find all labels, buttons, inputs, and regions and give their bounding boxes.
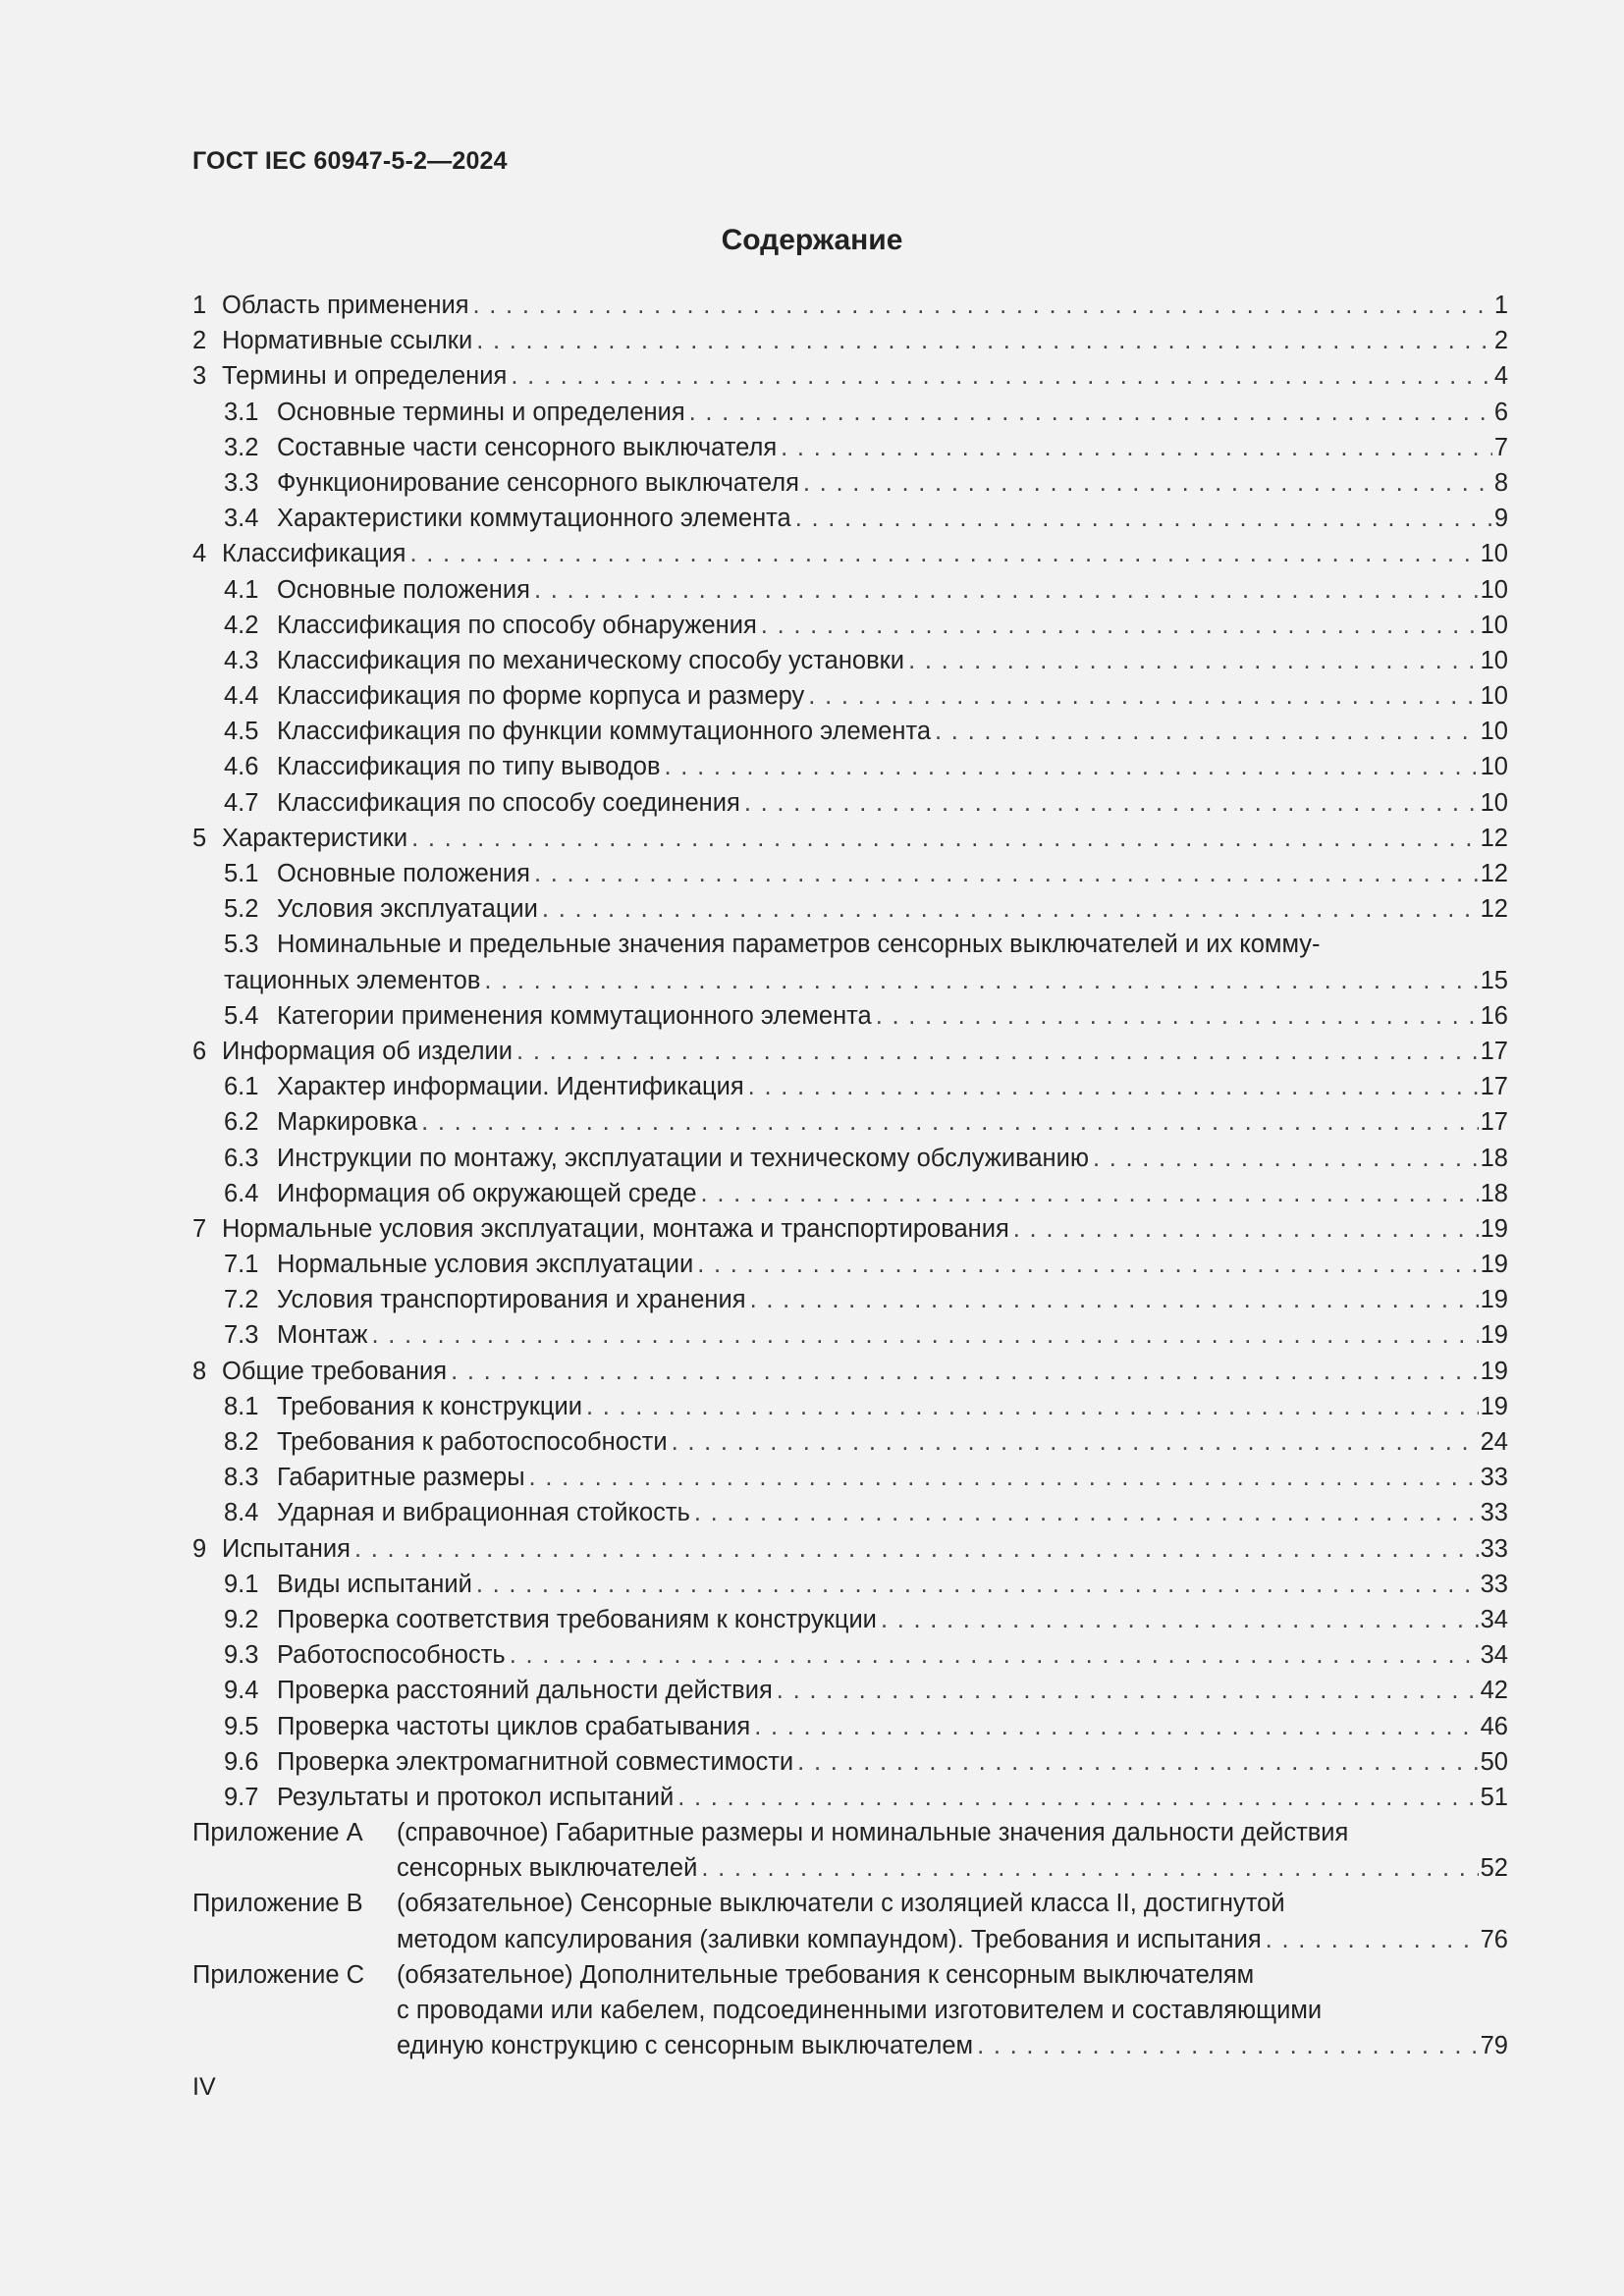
toc-entry[interactable] [192, 1389, 1508, 1424]
toc-entry-page: 19 [1480, 1286, 1508, 1314]
toc-entry-number: 3.1 [224, 398, 259, 426]
toc-entry-page: 1 [1493, 292, 1508, 319]
toc-entry-number: 5.2 [224, 895, 259, 924]
toc-entry[interactable] [192, 1637, 1508, 1673]
table-of-contents [192, 288, 1508, 2063]
toc-entry-title: Проверка частоты циклов срабатывания [277, 1712, 751, 1740]
appendix-title: с проводами или кабелем, подсоединенными изготовителем и составляющими [397, 1997, 1323, 2024]
toc-entry-title: Термины и определения [222, 362, 508, 391]
toc-entry-title: Классификация [222, 540, 406, 568]
toc-entry-number: 5 [192, 824, 207, 852]
toc-entry-page: 10 [1480, 611, 1508, 639]
toc-entry-number: 3 [192, 362, 207, 391]
toc-entry-page: 19 [1480, 1321, 1508, 1350]
toc-entry[interactable] [192, 1104, 1508, 1140]
toc-entry-title: Область применения [222, 292, 469, 319]
leader-dots [757, 608, 1479, 643]
toc-entry[interactable] [192, 1141, 1508, 1176]
leader-dots [690, 1495, 1479, 1530]
toc-entry[interactable] [192, 1069, 1508, 1104]
toc-entry-page: 9 [1493, 505, 1508, 533]
leader-dots [506, 1637, 1479, 1673]
toc-entry-number: 6.2 [224, 1108, 259, 1137]
toc-entry-title: Проверка соответствия требованиям к конструкции [277, 1605, 877, 1633]
leader-dots [351, 1531, 1479, 1567]
toc-entry[interactable] [192, 288, 1508, 323]
toc-entry-title: Классификация по типу выводов [277, 753, 661, 781]
toc-entry-number: 4.2 [224, 611, 259, 639]
toc-entry-title: Характер информации. Идентификация [277, 1073, 744, 1101]
leader-dots [904, 643, 1479, 678]
toc-entry-page: 33 [1480, 1499, 1508, 1527]
toc-entry[interactable] [192, 856, 1508, 891]
leader-dots [973, 2028, 1479, 2063]
toc-entry[interactable] [192, 323, 1508, 358]
leader-dots [406, 536, 1478, 571]
leader-dots [472, 323, 1492, 358]
appendix-entry[interactable] [192, 1886, 1508, 1921]
leader-dots [480, 963, 1478, 998]
appendix-page: 76 [1480, 1925, 1508, 1953]
appendix-title: (справочное) Габаритные размеры и номинальные значения дальности действия [397, 1819, 1349, 1847]
leader-dots [538, 891, 1479, 927]
leader-dots [685, 395, 1492, 430]
toc-entry-number: 9.3 [224, 1641, 259, 1670]
leader-dots [472, 1567, 1479, 1602]
toc-entry[interactable] [192, 536, 1508, 571]
toc-entry[interactable] [192, 395, 1508, 430]
leader-dots [750, 1709, 1478, 1744]
toc-entry-title: Инструкции по монтажу, эксплуатации и техническому обслуживанию [277, 1144, 1089, 1172]
toc-entry[interactable] [192, 1673, 1508, 1708]
toc-entry[interactable] [192, 1176, 1508, 1211]
toc-entry[interactable] [192, 430, 1508, 465]
toc-entry-title: Нормальные условия эксплуатации [277, 1251, 694, 1279]
toc-entry-number: 3.2 [224, 433, 259, 461]
toc-entry[interactable] [192, 358, 1508, 394]
toc-entry-number: 6.3 [224, 1144, 259, 1172]
toc-entry-title: Классификация по форме корпуса и размеру [277, 682, 805, 711]
toc-entry-number: 5.1 [224, 860, 259, 887]
leader-dots [674, 1780, 1478, 1815]
leader-dots [697, 1176, 1479, 1211]
toc-entry[interactable] [192, 1034, 1508, 1069]
toc-entry-number: 8.2 [224, 1428, 259, 1456]
toc-entry-page: 10 [1480, 682, 1508, 711]
toc-entry-number: 6 [192, 1037, 207, 1065]
toc-entry-number: 8.1 [224, 1392, 259, 1420]
toc-entry-page: 10 [1480, 753, 1508, 781]
toc-entry[interactable] [192, 1531, 1508, 1567]
toc-entry-page: 51 [1480, 1783, 1508, 1811]
leader-dots [447, 1354, 1479, 1389]
toc-entry[interactable] [192, 608, 1508, 643]
appendix-label: Приложение В [192, 1890, 363, 1918]
toc-entry-number: 9.1 [224, 1570, 259, 1598]
toc-entry-page: 19 [1480, 1392, 1508, 1420]
toc-entry[interactable] [192, 821, 1508, 856]
toc-entry-page: 19 [1480, 1357, 1508, 1385]
leader-dots [799, 465, 1492, 501]
toc-entry-number: 9.4 [224, 1677, 259, 1705]
toc-entry-page: 12 [1480, 860, 1508, 887]
toc-entry-number: 7.3 [224, 1321, 259, 1350]
appendix-title: (обязательное) Дополнительные требования к сенсорным выключателям [397, 1960, 1255, 1989]
leader-dots [693, 1247, 1478, 1282]
leader-dots [367, 1317, 1478, 1353]
toc-entry-title: Монтаж [277, 1321, 368, 1350]
leader-dots [417, 1104, 1479, 1140]
leader-dots [661, 749, 1479, 784]
toc-entry-page: 10 [1480, 540, 1508, 568]
toc-entry-number: 7 [192, 1214, 207, 1243]
toc-entry[interactable] [192, 1602, 1508, 1637]
toc-entry[interactable] [192, 1460, 1508, 1495]
toc-entry-page: 12 [1480, 895, 1508, 924]
page-title: Содержание [721, 224, 903, 256]
leader-dots [931, 714, 1479, 749]
toc-entry-page: 10 [1480, 575, 1508, 604]
toc-entry[interactable] [192, 714, 1508, 749]
toc-entry-page: 15 [1480, 966, 1508, 994]
leader-dots [746, 1282, 1479, 1317]
toc-entry[interactable] [192, 749, 1508, 784]
toc-entry-number: 8.3 [224, 1464, 259, 1492]
toc-entry[interactable] [192, 1495, 1508, 1530]
toc-entry-title: Требования к работоспособности [277, 1428, 668, 1456]
toc-entry-title: Требования к конструкции [277, 1392, 582, 1420]
leader-dots [872, 998, 1479, 1034]
toc-entry-title: Основные положения [277, 575, 530, 604]
leader-dots [513, 1034, 1479, 1069]
toc-entry[interactable] [192, 643, 1508, 678]
toc-entry-number: 8 [192, 1357, 207, 1385]
toc-entry-continuation[interactable] [192, 963, 1508, 998]
toc-entry-page: 24 [1480, 1428, 1508, 1456]
toc-entry-title: Классификация по способу соединения [277, 788, 740, 817]
toc-entry-title: Классификация по способу обнаружения [277, 611, 757, 639]
toc-entry-number: 4.3 [224, 646, 259, 674]
toc-entry[interactable] [192, 891, 1508, 927]
toc-entry-title: Номинальные и предельные значения параметров сенсорных выключателей и их комму- [277, 931, 1321, 959]
toc-entry-title: Условия транспортирования и хранения [277, 1286, 746, 1314]
leader-dots [668, 1424, 1479, 1460]
toc-entry[interactable] [192, 1317, 1508, 1353]
leader-dots [777, 430, 1492, 465]
toc-entry-page: 16 [1480, 1001, 1508, 1030]
toc-entry-number: 4 [192, 540, 207, 568]
leader-dots [804, 678, 1478, 714]
toc-entry-page: 33 [1480, 1570, 1508, 1598]
toc-entry-page: 12 [1480, 824, 1508, 852]
toc-entry-title: Проверка расстояний дальности действия [277, 1677, 773, 1705]
toc-entry-title: Результаты и протокол испытаний [277, 1783, 675, 1811]
toc-entry-number: 9 [192, 1534, 207, 1563]
toc-entry-number: 3.4 [224, 505, 259, 533]
leader-dots [525, 1460, 1479, 1495]
toc-entry[interactable] [192, 1211, 1508, 1247]
toc-entry-title: Информация об изделии [222, 1037, 514, 1065]
toc-entry-number: 7.1 [224, 1251, 259, 1279]
toc-entry-title: Характеристики [222, 824, 408, 852]
toc-entry-number: 8.4 [224, 1499, 259, 1527]
leader-dots [469, 288, 1492, 323]
appendix-label: Приложение С [192, 1960, 365, 1989]
toc-entry-page: 46 [1480, 1712, 1508, 1740]
toc-entry-page: 17 [1480, 1037, 1508, 1065]
toc-entry-page: 7 [1493, 433, 1508, 461]
toc-entry-title: Категории применения коммутационного элемента [277, 1001, 872, 1030]
toc-entry-title: Нормативные ссылки [222, 327, 473, 355]
toc-entry-page: 19 [1480, 1214, 1508, 1243]
leader-dots [582, 1389, 1479, 1424]
toc-entry-title: Основные термины и определения [277, 398, 685, 426]
appendix-page: 52 [1480, 1854, 1508, 1883]
appendix-page: 79 [1480, 2032, 1508, 2060]
toc-entry-title: Характеристики коммутационного элемента [277, 505, 791, 533]
leader-dots [740, 785, 1479, 821]
standard-designation: ГОСТ IEC 60947-5-2—2024 [192, 147, 508, 175]
toc-entry-title: Работоспособность [277, 1641, 506, 1670]
toc-entry-number: 9.2 [224, 1605, 259, 1633]
toc-entry-title: Классификация по функции коммутационного элемента [277, 718, 932, 746]
appendix-title: единую конструкцию с сенсорным выключателем [397, 2032, 974, 2060]
toc-entry[interactable] [192, 1709, 1508, 1744]
toc-entry[interactable] [192, 1744, 1508, 1780]
toc-entry[interactable] [192, 572, 1508, 608]
appendix-title: (обязательное) Сенсорные выключатели с изоляцией класса II, достигнутой [397, 1890, 1285, 1918]
toc-entry-number: 6.1 [224, 1073, 259, 1101]
toc-entry-page: 10 [1480, 718, 1508, 746]
toc-entry-page: 10 [1480, 788, 1508, 817]
toc-entry-number: 9.6 [224, 1747, 259, 1776]
toc-entry[interactable] [192, 465, 1508, 501]
toc-entry-title: Основные положения [277, 860, 530, 887]
toc-entry-page: 18 [1480, 1179, 1508, 1207]
page-number: IV [192, 2073, 216, 2101]
leader-dots [877, 1602, 1479, 1637]
toc-entry-number: 2 [192, 327, 207, 355]
leader-dots [793, 1744, 1478, 1780]
toc-entry-title: Виды испытаний [277, 1570, 472, 1598]
toc-entry-title: Условия эксплуатации [277, 895, 538, 924]
appendix-entry-continuation[interactable] [192, 1850, 1508, 1886]
toc-entry-number: 4.1 [224, 575, 259, 604]
toc-entry-page: 4 [1493, 362, 1508, 391]
toc-entry-number: 3.3 [224, 468, 259, 497]
appendix-entry-continuation[interactable] [192, 1993, 1508, 2028]
toc-entry-page: 33 [1480, 1534, 1508, 1563]
toc-entry-page: 34 [1480, 1641, 1508, 1670]
toc-entry-page: 17 [1480, 1073, 1508, 1101]
toc-entry-title: Информация об окружающей среде [277, 1179, 697, 1207]
toc-entry-title: Ударная и вибрационная стойкость [277, 1499, 690, 1527]
toc-entry-title: Габаритные размеры [277, 1464, 525, 1492]
toc-entry-page: 6 [1493, 398, 1508, 426]
toc-entry-number: 6.4 [224, 1179, 259, 1207]
toc-entry-page: 33 [1480, 1464, 1508, 1492]
toc-entry[interactable] [192, 678, 1508, 714]
leader-dots [744, 1069, 1479, 1104]
toc-entry[interactable] [192, 1247, 1508, 1282]
toc-entry-title: Составные части сенсорного выключателя [277, 433, 778, 461]
toc-entry-number: 4.5 [224, 718, 259, 746]
leader-dots [507, 358, 1492, 394]
appendix-entry-continuation[interactable] [192, 1922, 1508, 1957]
toc-entry-page: 19 [1480, 1251, 1508, 1279]
toc-entry-title: Нормальные условия эксплуатации, монтажа и транспортирования [222, 1214, 1009, 1243]
toc-entry-number: 1 [192, 292, 207, 319]
toc-entry-title: Функционирование сенсорного выключателя [277, 468, 799, 497]
toc-entry-page: 10 [1480, 646, 1508, 674]
toc-entry[interactable] [192, 1424, 1508, 1460]
toc-entry[interactable] [192, 1780, 1508, 1815]
toc-entry-page: 50 [1480, 1747, 1508, 1776]
leader-dots [791, 501, 1492, 536]
toc-entry[interactable] [192, 501, 1508, 536]
appendix-entry[interactable] [192, 1957, 1508, 1993]
appendix-title: методом капсулирования (заливки компаундом). Требования и испытания [397, 1925, 1262, 1953]
toc-entry-title: Испытания [222, 1534, 351, 1563]
toc-entry-title: Маркировка [277, 1108, 418, 1137]
toc-entry-number: 7.2 [224, 1286, 259, 1314]
toc-entry-title: Классификация по механическому способу установки [277, 646, 905, 674]
toc-entry-number: 9.5 [224, 1712, 259, 1740]
toc-entry-page: 18 [1480, 1144, 1508, 1172]
toc-entry-number: 4.4 [224, 682, 259, 711]
leader-dots [407, 821, 1479, 856]
toc-entry-number: 4.6 [224, 753, 259, 781]
appendix-title: сенсорных выключателей [397, 1854, 698, 1883]
leader-dots [530, 856, 1479, 891]
toc-entry-page: 34 [1480, 1605, 1508, 1633]
leader-dots [1009, 1211, 1479, 1247]
appendix-label: Приложение А [192, 1819, 363, 1847]
leader-dots [773, 1673, 1479, 1708]
toc-entry-number: 5.3 [224, 931, 259, 959]
appendix-entry-continuation[interactable] [192, 2028, 1508, 2063]
toc-entry[interactable] [192, 927, 1508, 962]
toc-entry-page: 2 [1493, 327, 1508, 355]
toc-entry-page: 17 [1480, 1108, 1508, 1137]
toc-entry[interactable] [192, 1567, 1508, 1602]
leader-dots [530, 572, 1479, 608]
leader-dots [1089, 1141, 1479, 1176]
toc-entry[interactable] [192, 1354, 1508, 1389]
toc-entry-page: 42 [1480, 1677, 1508, 1705]
toc-entry-title-cont: тационных элементов [224, 966, 481, 994]
appendix-entry[interactable] [192, 1815, 1508, 1850]
toc-entry-title: Общие требования [222, 1357, 448, 1385]
toc-entry-page: 8 [1493, 468, 1508, 497]
toc-entry-number: 4.7 [224, 788, 259, 817]
toc-entry-number: 5.4 [224, 1001, 259, 1030]
toc-entry[interactable] [192, 998, 1508, 1034]
toc-entry[interactable] [192, 1282, 1508, 1317]
toc-entry-number: 9.7 [224, 1783, 259, 1811]
toc-entry[interactable] [192, 785, 1508, 821]
toc-entry-title: Проверка электромагнитной совместимости [277, 1747, 794, 1776]
leader-dots [697, 1850, 1478, 1886]
leader-dots [1262, 1922, 1479, 1957]
